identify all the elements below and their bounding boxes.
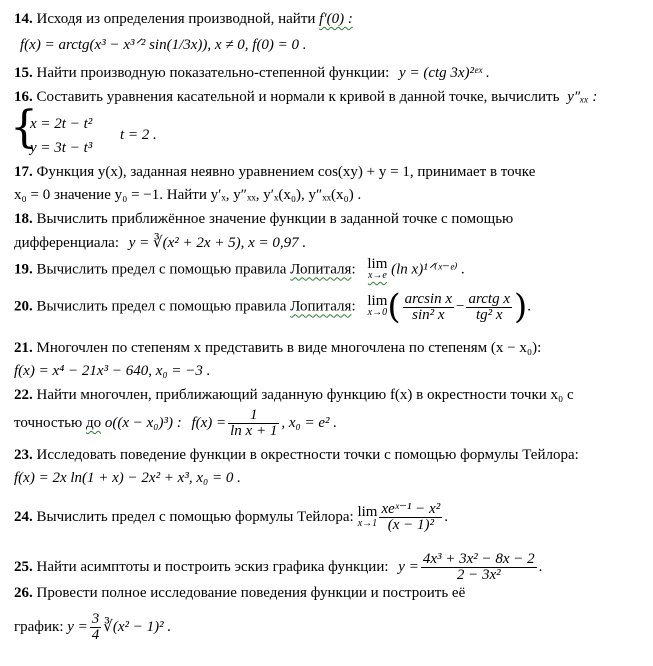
problem-22-rest: , x₀ = e² . <box>281 414 337 431</box>
problem-19-limit <box>367 258 387 282</box>
problem-26-text: Провести полное исследование поведения функции и построить её <box>36 585 466 601</box>
problem-21-text: Многочлен по степеням x представить в виде многочлена по степеням (x − x₀): <box>36 340 542 356</box>
problem-17-line2: x₀ = 0 значение y₀ = −1. Найти y′ₓ, y″ₓₓ, y′ₓ(x₀), y″ₓₓ(x₀) . <box>14 187 362 203</box>
problem-18-line1 <box>14 210 513 228</box>
problem-20-number: 20. <box>14 298 33 315</box>
limit-word: lim <box>367 293 388 309</box>
fraction-den: 4 <box>91 627 100 643</box>
fraction-den: ln x + 1 <box>230 423 278 439</box>
fraction-num: 1 <box>249 407 258 423</box>
end-dot: . <box>444 508 448 525</box>
problem-24-text: Вычислить предел с помощью формулы Тейлора: <box>36 508 354 525</box>
problem-24-limit <box>357 503 378 530</box>
fraction-2 <box>466 292 512 323</box>
problem-16-eq1: x = 2t − t² <box>30 116 93 132</box>
problem-17-line1 <box>14 163 535 181</box>
problem-26-number: 26. <box>14 585 33 601</box>
problem-22-fx: f(x) = <box>191 414 227 431</box>
end-dot: . <box>538 558 543 575</box>
problem-26-line2 <box>14 612 171 643</box>
problem-23-formula: f(x) = 2x ln(1 + x) − 2x² + x³, x₀ = 0 . <box>14 470 241 486</box>
problem-14-text: Исходя из определения производной, найти <box>36 11 316 27</box>
problem-21-number: 21. <box>14 340 33 356</box>
problem-14-header <box>14 10 353 28</box>
problem-25-fraction <box>421 552 537 583</box>
problem-19-rule: Лопиталя <box>290 261 352 278</box>
fraction-num: 4x³ + 3x² − 8x − 2 <box>422 551 535 567</box>
problem-24-fraction <box>379 502 442 533</box>
problem-22-oterm: o((x − x₀)³) : <box>104 414 182 431</box>
problem-16-number: 16. <box>14 89 33 105</box>
problem-19-text: Вычислить предел с помощью правила <box>36 261 287 278</box>
fraction-den: 2 − 3x² <box>421 567 537 583</box>
left-paren: ( <box>387 287 401 327</box>
fraction-num: xeˣ⁻¹ − x² <box>381 501 441 517</box>
problem-15-number: 15. <box>14 65 33 81</box>
problem-15 <box>14 64 490 82</box>
right-paren: ) <box>514 287 528 327</box>
problem-16-target: y″ₓₓ : <box>567 89 598 105</box>
end-dot: . <box>527 298 532 315</box>
problem-22-number: 22. <box>14 387 33 403</box>
problem-14-number: 14. <box>14 11 33 27</box>
problem-26-fraction <box>90 612 102 643</box>
fraction-2-num: arctg x <box>468 290 510 307</box>
problem-15-text: Найти производную показательно-степенной функции: <box>36 65 390 81</box>
problem-20: 20. Вычислить предел с помощью правила Лопиталя: lim x→0 ( $\frac{\text{arcsin x}}{\text{sin² x}}$ − $\frac{\text{arctg x}}{\text{tg² x}}$ ). <box>14 287 532 327</box>
limit-word: lim <box>367 256 388 272</box>
problem-26-y: y = <box>67 618 88 635</box>
fraction-2-den: tg² x <box>466 307 512 323</box>
minus-sign: − <box>456 298 465 315</box>
problem-14-target: f′(0) : <box>319 11 353 27</box>
problem-21-formula: f(x) = x⁴ − 21x³ − 640, x₀ = −3 . <box>14 363 211 379</box>
problem-16-eq2: y = 3t − t³ <box>30 140 93 156</box>
problem-25 <box>14 552 542 583</box>
problem-19: 19. Вычислить предел с помощью правила Лопиталя: lim x→e (ln x)¹ᐟ⁽ˣ⁻ᵉ⁾ . <box>14 256 466 281</box>
problem-26-text2: график: <box>14 618 64 635</box>
problem-24 <box>14 502 448 533</box>
problem-17-text: Функция y(x), заданная неявно уравнением cos(xy) + y = 1, принимает в точке <box>36 164 536 180</box>
problem-22-text2b: до <box>85 414 102 431</box>
fraction-den: (x − 1)² <box>379 517 442 533</box>
problem-14-formula: f(x) = arctg(x³ − x³ᐟ² sin(1/3x)), x ≠ 0, f(0) = 0 . <box>20 37 307 53</box>
problem-22-text2a: точностью <box>14 414 83 431</box>
fraction-1-den: sin² x <box>403 307 454 323</box>
limit-word: lim <box>357 503 378 520</box>
problem-23-number: 23. <box>14 447 33 463</box>
problem-26-root: ∛(x² − 1)² . <box>103 618 172 635</box>
problem-23-text: Исследовать поведение функции в окрестности точки с помощью формулы Тейлора: <box>36 447 579 463</box>
problem-22-fraction <box>228 408 279 439</box>
fraction-1-num: arcsin x <box>404 290 453 307</box>
fraction-num: 3 <box>91 611 100 627</box>
problem-17-number: 17. <box>14 164 33 180</box>
problem-26-line1 <box>14 584 465 602</box>
problem-20-limit <box>367 295 387 319</box>
problem-22-line1 <box>14 386 574 404</box>
problem-24-number: 24. <box>14 508 33 525</box>
problem-16-header <box>14 88 597 106</box>
fraction-1 <box>403 292 454 323</box>
problem-18-text2: дифференциала: <box>14 235 120 251</box>
limit-subscript: x→0 <box>367 307 388 318</box>
problem-19-number: 19. <box>14 261 33 278</box>
system-brace: { <box>10 102 38 153</box>
problem-23-line1 <box>14 446 579 464</box>
problem-19-formula: (ln x)¹ᐟ⁽ˣ⁻ᵉ⁾ . <box>391 261 466 278</box>
limit-subscript: x→e <box>367 270 387 281</box>
problem-22-text: Найти многочлен, приближающий заданную функцию f(x) в окрестности точки x₀ с <box>36 387 574 403</box>
problem-18-line2 <box>14 234 306 252</box>
problem-25-number: 25. <box>14 558 33 575</box>
limit-subscript: x→1 <box>357 517 378 529</box>
problem-18-formula: y = ∛(x² + 2x + 5), x = 0,97 . <box>128 235 307 251</box>
problem-22-line2 <box>14 408 337 439</box>
problem-20-text: Вычислить предел с помощью правила <box>36 298 287 315</box>
problem-16-text: Составить уравнения касательной и нормали к кривой в данной точке, вычислить <box>36 89 560 105</box>
problem-16-param: t = 2 . <box>120 127 157 143</box>
problem-18-text: Вычислить приближённое значение функции в заданной точке с помощью <box>36 211 514 227</box>
problem-25-text: Найти асимптоты и построить эскиз графика функции: <box>36 558 389 575</box>
problem-18-number: 18. <box>14 211 33 227</box>
problem-20-rule: Лопиталя <box>290 298 352 315</box>
problem-25-y: y = <box>398 558 419 575</box>
problem-15-formula: y = (ctg 3x)²ᵉˣ . <box>399 65 490 81</box>
problem-21-line1 <box>14 339 541 357</box>
